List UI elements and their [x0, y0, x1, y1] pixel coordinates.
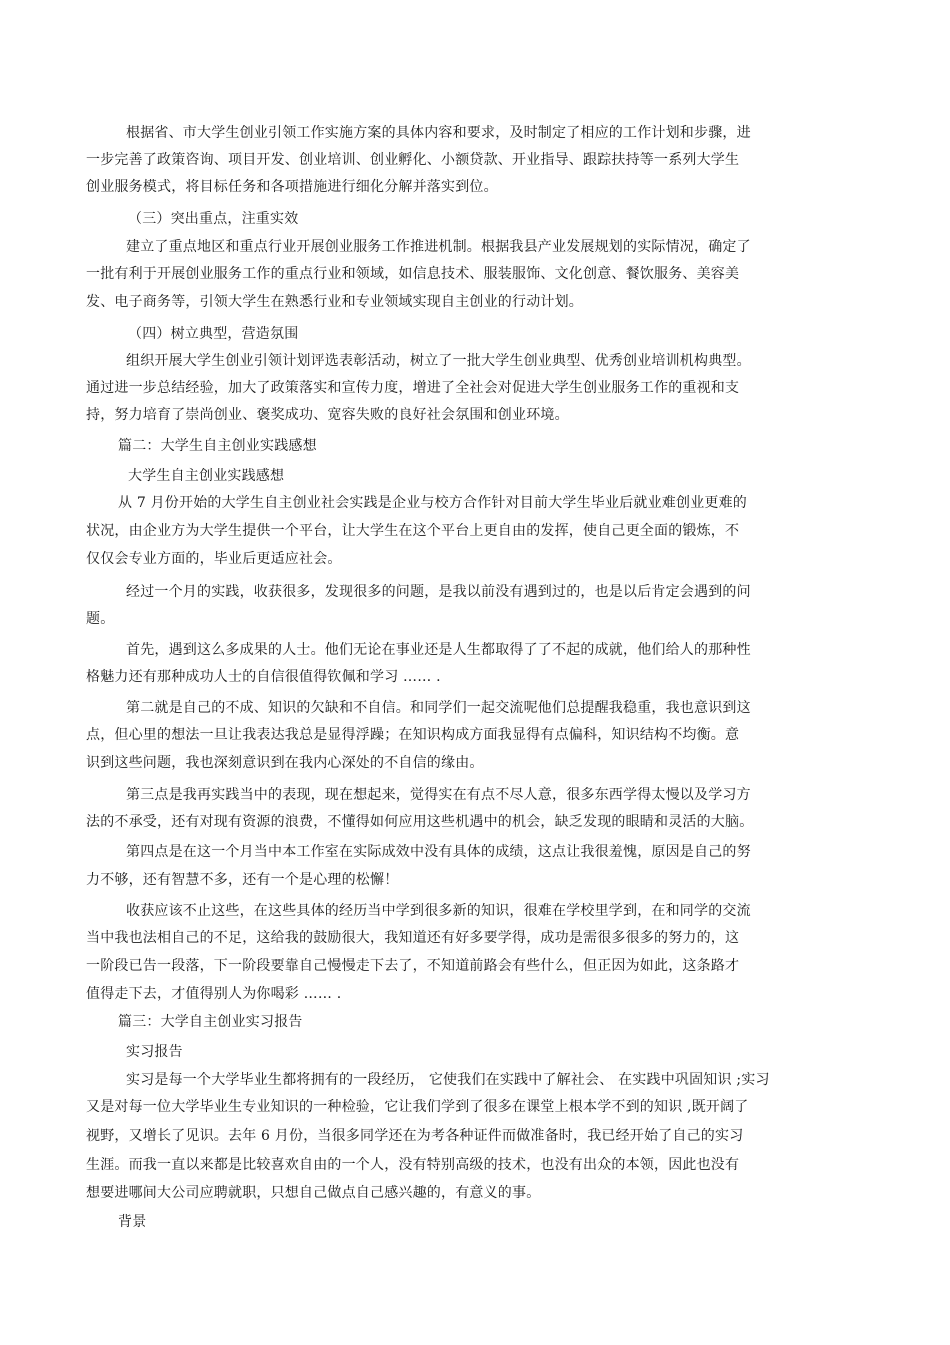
section-heading: （四）树立典型，营造氛围 — [128, 326, 299, 342]
text-line: 点，但心里的想法一旦让我表达我总是显得浮躁；在知识构成方面我显得有点偏科，知识结构不均衡。意 — [86, 727, 740, 743]
text-line: 题。 — [86, 611, 115, 627]
text-line: 一步完善了政策咨询、项目开发、创业培训、创业孵化、小额贷款、开业指导、跟踪扶持等一系列大学生 — [86, 152, 740, 168]
text-line: 收获应该不止这些，在这些具体的经历当中学到很多新的知识，很难在学校里学到，在和同学的交流 — [126, 903, 751, 919]
text-line: 生涯。而我一直以来都是比较喜欢自由的一个人，没有特别高级的技术，也没有出众的本领，因此也没有 — [86, 1157, 740, 1173]
section-heading: 背景 — [118, 1214, 147, 1230]
text-line: 识到这些问题，我也深刻意识到在我内心深处的不自信的缘由。 — [86, 755, 484, 771]
chapter-heading: 篇三：大学自主创业实习报告 — [118, 1014, 303, 1030]
text-line: 组织开展大学生创业引领计划评选表彰活动，树立了一批大学生创业典型、优秀创业培训机构典型。 — [126, 353, 751, 369]
text-line: 实习是每一个大学毕业生都将拥有的一段经历， 它使我们在实践中了解社会、 在实践中巩固知识 ;实习 — [126, 1072, 770, 1088]
article-title: 大学生自主创业实践感想 — [128, 468, 285, 484]
text-line: 值得走下去，才值得别人为你喝彩 …… . — [86, 986, 342, 1002]
text-line: 经过一个月的实践，收获很多，发现很多的问题，是我以前没有遇到过的，也是以后肯定会遇到的问 — [126, 584, 751, 600]
text-line: 力不够，还有智慧不多，还有一个是心理的松懈！ — [86, 872, 399, 888]
text-line: 法的不承受，还有对现有资源的浪费，不懂得如何应用这些机遇中的机会，缺乏发现的眼睛和灵活的大脑。 — [86, 814, 754, 830]
text-line: 一阶段已告一段落，下一阶段要靠自己慢慢走下去了，不知道前路会有些什么，但正因为如此，这条路才 — [86, 958, 740, 974]
article-title: 实习报告 — [126, 1044, 183, 1060]
text-line: 当中我也法相自己的不足，这给我的鼓励很大，我知道还有好多要学得，成功是需很多很多的努力的，这 — [86, 930, 740, 946]
text-line: 第三点是我再实践当中的表现，现在想起来，觉得实在有点不尽人意，很多东西学得太慢以及学习方 — [126, 787, 751, 803]
text-line: 一批有利于开展创业服务工作的重点行业和领域，如信息技术、服装服饰、文化创意、餐饮服务、美容美 — [86, 266, 740, 282]
text-line: 想要进哪间大公司应聘就职，只想自己做点自己感兴趣的，有意义的事。 — [86, 1185, 541, 1201]
text-line: 又是对每一位大学毕业生专业知识的一种检验，它让我们学到了很多在课堂上根本学不到的知识 ,既开阔了 — [86, 1099, 749, 1115]
text-line: 通过进一步总结经验，加大了政策落实和宣传力度，增进了全社会对促进大学生创业服务工作的重视和支 — [86, 380, 740, 396]
text-line: 第二就是自己的不成、知识的欠缺和不自信。和同学们一起交流呢他们总提醒我稳重，我也意识到这 — [126, 700, 751, 716]
text-line: 发、电子商务等，引领大学生在熟悉行业和专业领域实现自主创业的行动计划。 — [86, 294, 583, 310]
text-line: 根据省、市大学生创业引领工作实施方案的具体内容和要求，及时制定了相应的工作计划和步骤，进 — [126, 125, 751, 141]
text-line: 首先，遇到这么多成果的人士。他们无论在事业还是人生都取得了了不起的成就，他们给人的那种性 — [126, 642, 751, 658]
text-line: 创业服务模式，将目标任务和各项措施进行细化分解并落实到位。 — [86, 179, 498, 195]
text-line: 第四点是在这一个月当中本工作室在实际成效中没有具体的成绩，这点让我很羞愧，原因是自己的努 — [126, 844, 751, 860]
chapter-heading: 篇二：大学生自主创业实践感想 — [118, 438, 317, 454]
text-line: 格魅力还有那种成功人士的自信很值得钦佩和学习 …… . — [86, 669, 441, 685]
text-line: 仅仅会专业方面的，毕业后更适应社会。 — [86, 551, 342, 567]
text-line: 状况，由企业方为大学生提供一个平台，让大学生在这个平台上更自由的发挥，使自己更全面的锻炼，不 — [86, 523, 740, 539]
text-line: 从 7 月份开始的大学生自主创业社会实践是企业与校方合作针对目前大学生毕业后就业难创业更难的 — [118, 495, 748, 511]
text-line: 建立了重点地区和重点行业开展创业服务工作推进机制。根据我县产业发展规划的实际情况，确定了 — [126, 239, 751, 255]
section-heading: （三）突出重点，注重实效 — [128, 211, 299, 227]
text-line: 视野，又增长了见识。去年 6 月份，当很多同学还在为考各种证件而做准备时，我已经开始了自己的实习 — [86, 1128, 744, 1144]
text-line: 持，努力培育了崇尚创业、褒奖成功、宽容失败的良好社会氛围和创业环境。 — [86, 407, 569, 423]
